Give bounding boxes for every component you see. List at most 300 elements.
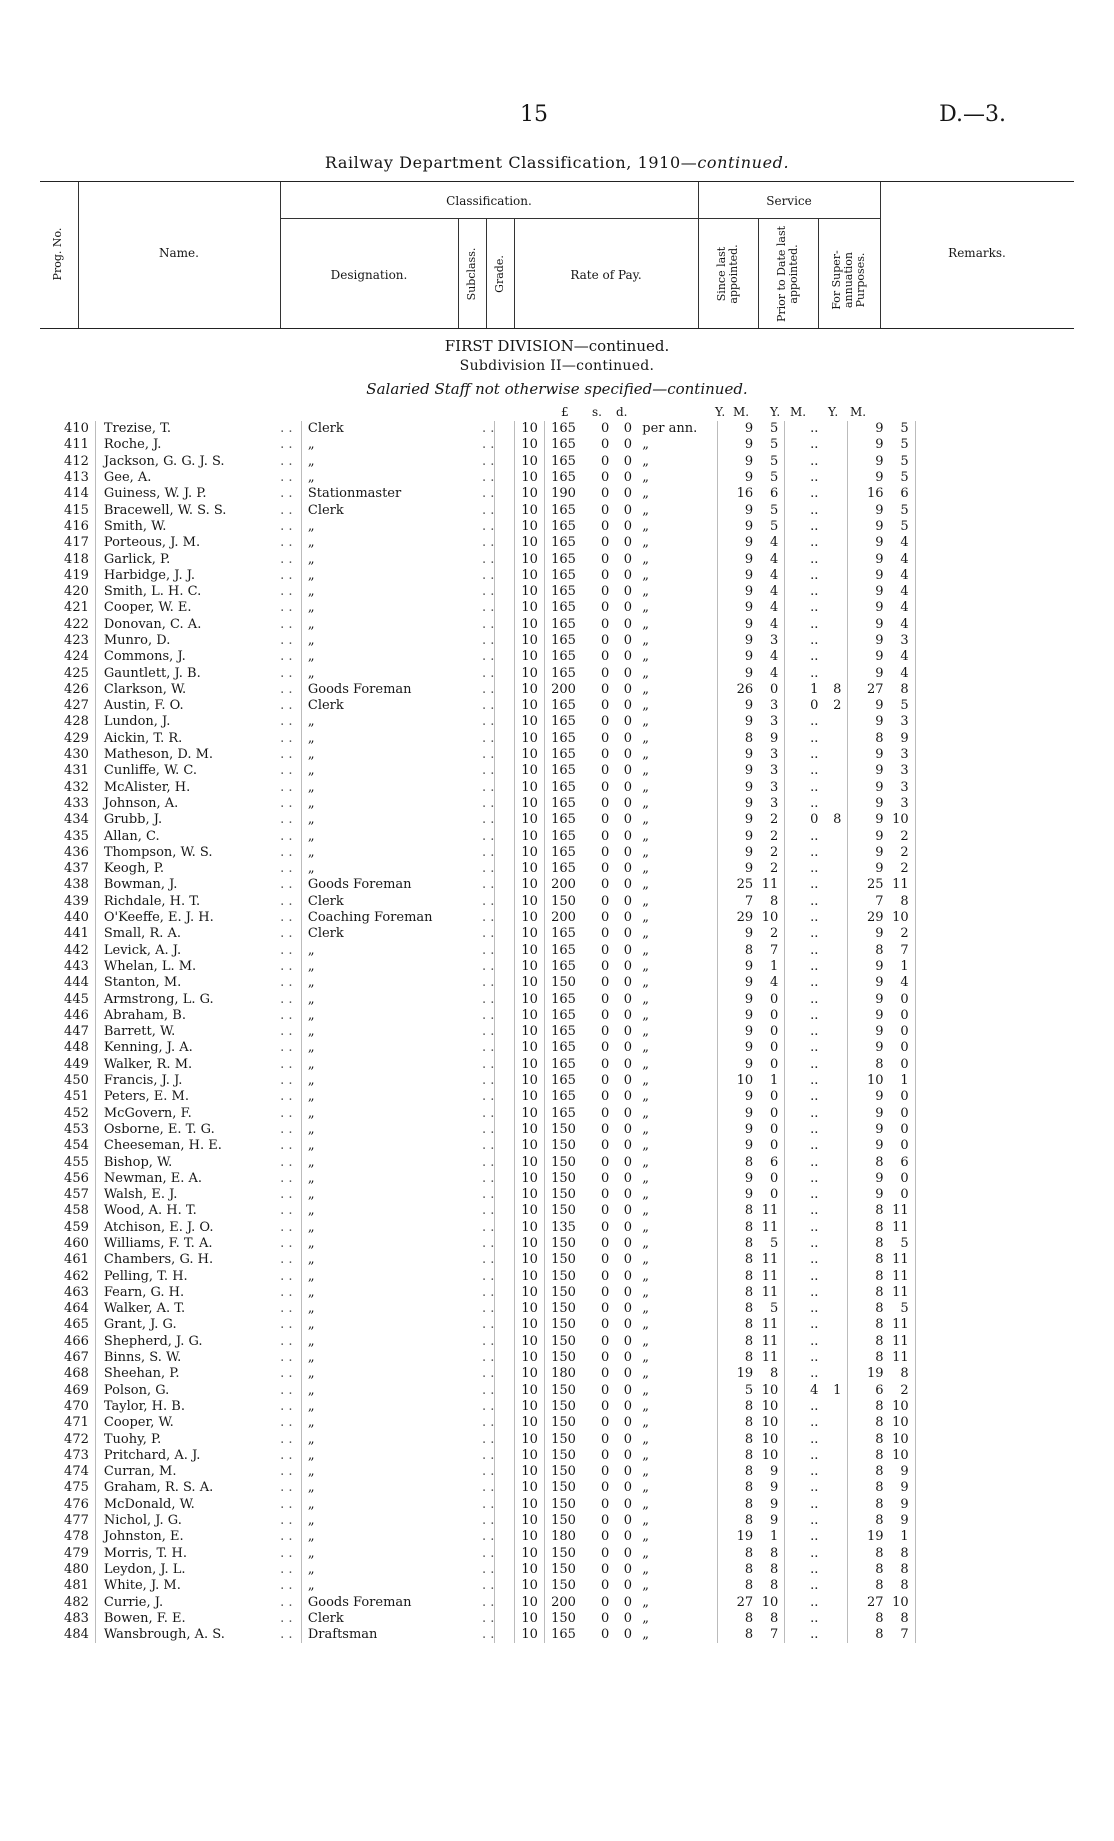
- name-cell: Taylor, H. B.: [95, 1399, 280, 1415]
- prior-years-cell: ..: [785, 1399, 819, 1415]
- pounds-cell: 150: [545, 1611, 593, 1627]
- table-row: [40, 1464, 1040, 1480]
- subclass-cell: [495, 828, 515, 844]
- grade-cell: 10: [515, 1203, 545, 1219]
- leader-dots: . .: [280, 763, 293, 779]
- grade-cell: 10: [515, 1073, 545, 1089]
- remarks-cell: [915, 731, 1040, 747]
- super-years-cell: 8: [848, 1268, 884, 1284]
- prog-no-cell: 415: [64, 502, 89, 518]
- table-row: [40, 910, 1040, 926]
- subclass-cell: [495, 437, 515, 453]
- prog-no-cell: 439: [64, 893, 89, 909]
- period-cell: „: [642, 1138, 650, 1154]
- name-cell: Wansbrough, A. S.: [95, 1627, 280, 1643]
- super-years-cell: 9: [848, 421, 884, 437]
- since-years-cell: 27: [717, 1594, 753, 1610]
- since-months-cell: 8: [769, 1545, 779, 1561]
- leader-dots: . .: [482, 926, 495, 942]
- super-months-cell: 2: [900, 861, 909, 877]
- period-cell: „: [642, 649, 650, 665]
- prior-months-cell: [818, 421, 848, 437]
- since-months-cell: 0: [769, 1170, 779, 1186]
- name-cell: Morris, T. H.: [95, 1545, 280, 1561]
- leader-dots: . .: [280, 893, 293, 909]
- leader-dots: . .: [280, 1496, 293, 1512]
- remarks-cell: [915, 1366, 1040, 1382]
- super-months-cell: 8: [900, 681, 909, 697]
- leader-dots: . .: [482, 1170, 495, 1186]
- super-months-cell: 9: [900, 730, 909, 746]
- table-row: [40, 1415, 1040, 1431]
- remarks-cell: [915, 1024, 1040, 1040]
- grade-cell: 10: [515, 1383, 545, 1399]
- table-row: [40, 1399, 1040, 1415]
- leader-dots: . .: [482, 1154, 495, 1170]
- since-months-cell: 10: [761, 1594, 779, 1610]
- since-months-cell: 9: [769, 1480, 779, 1496]
- prog-no-cell: 446: [64, 1007, 89, 1023]
- designation-cell: „: [301, 731, 458, 747]
- remarks-cell: [915, 1611, 1040, 1627]
- prior-years-cell: ..: [785, 1285, 819, 1301]
- prog-no-cell: 478: [64, 1529, 89, 1545]
- since-years-cell: 9: [717, 502, 753, 518]
- table-row: [40, 1529, 1040, 1545]
- period-cell: „: [642, 486, 650, 502]
- remarks-cell: [915, 1040, 1040, 1056]
- subclass-cell: [495, 1480, 515, 1496]
- super-months-cell: 3: [900, 795, 909, 811]
- leader-dots: . .: [482, 1187, 495, 1203]
- leader-dots: . .: [280, 698, 293, 714]
- super-years-cell: 9: [848, 959, 884, 975]
- designation-cell: Clerk: [301, 926, 458, 942]
- subclass-cell: [495, 698, 515, 714]
- grade-cell: 10: [515, 1105, 545, 1121]
- designation-cell: „: [301, 1578, 458, 1594]
- pounds-cell: 165: [545, 649, 593, 665]
- staff-heading: Salaried Staff not otherwise specified—continued.: [366, 380, 748, 398]
- since-months-cell: 1: [769, 1073, 779, 1089]
- prior-months-cell: [818, 845, 848, 861]
- period-cell: „: [642, 1007, 650, 1023]
- table-row: [40, 1057, 1040, 1073]
- prog-no-cell: 473: [64, 1447, 89, 1463]
- table-row: [40, 780, 1040, 796]
- pence-cell: 0: [623, 844, 633, 860]
- name-cell: Lundon, J.: [95, 714, 280, 730]
- leader-dots: . .: [482, 1415, 495, 1431]
- since-years-cell: 9: [717, 975, 753, 991]
- shillings-cell: 0: [601, 730, 610, 746]
- remarks-cell: [915, 1627, 1040, 1643]
- prior-months-cell: [818, 1448, 848, 1464]
- pence-cell: 0: [623, 877, 633, 893]
- leader-dots: . .: [482, 1382, 495, 1398]
- leader-dots: . .: [280, 812, 293, 828]
- since-months-cell: 2: [769, 828, 779, 844]
- since-months-cell: 10: [761, 1382, 779, 1398]
- table-row: [40, 1122, 1040, 1138]
- prior-years-cell: ..: [785, 796, 819, 812]
- shillings-cell: 0: [601, 1398, 610, 1414]
- table-header: [40, 181, 1074, 329]
- super-years-cell: 9: [848, 1040, 884, 1056]
- period-cell: „: [642, 1464, 650, 1480]
- since-years-cell: 8: [717, 1317, 753, 1333]
- leader-dots: . .: [482, 698, 495, 714]
- remarks-cell: [915, 1138, 1040, 1154]
- grade-cell: 10: [515, 617, 545, 633]
- super-months-cell: 1: [900, 958, 909, 974]
- super-years-cell: 9: [848, 584, 884, 600]
- super-years-cell: 9: [848, 714, 884, 730]
- period-cell: „: [642, 779, 650, 795]
- since-months-cell: 2: [769, 861, 779, 877]
- pounds-cell: 165: [545, 519, 593, 535]
- header-for-super: For Super-annuation Purposes.: [830, 250, 867, 310]
- pounds-cell: 150: [545, 1203, 593, 1219]
- name-cell: Cheeseman, H. E.: [95, 1138, 280, 1154]
- designation-cell: Stationmaster: [301, 486, 458, 502]
- prog-no-cell: 480: [64, 1561, 89, 1577]
- prior-years-cell: ..: [785, 1562, 819, 1578]
- leader-dots: . .: [280, 1431, 293, 1447]
- name-cell: Clarkson, W.: [95, 682, 280, 698]
- designation-cell: „: [301, 535, 458, 551]
- leader-dots: . .: [482, 1366, 495, 1382]
- prior-years-cell: ..: [785, 1497, 819, 1513]
- designation-cell: Clerk: [301, 502, 458, 518]
- prior-years-cell: ..: [785, 926, 819, 942]
- super-months-cell: 2: [900, 1382, 909, 1398]
- subclass-cell: [495, 1089, 515, 1105]
- prior-years-cell: ..: [785, 437, 819, 453]
- period-cell: „: [642, 1398, 650, 1414]
- prior-months-cell: [818, 877, 848, 893]
- prior-months-cell: [818, 551, 848, 567]
- subclass-cell: [495, 1497, 515, 1513]
- super-months-cell: 10: [892, 1431, 909, 1447]
- super-months-cell: 3: [900, 747, 909, 763]
- prior-months-cell: [818, 1464, 848, 1480]
- super-years-cell: 8: [848, 1611, 884, 1627]
- since-months-cell: 10: [761, 1415, 779, 1431]
- leader-dots: . .: [280, 1627, 293, 1643]
- pence-cell: 0: [623, 1268, 633, 1284]
- since-months-cell: 9: [769, 1496, 779, 1512]
- prior-months-cell: [818, 1073, 848, 1089]
- leader-dots: . .: [482, 437, 495, 453]
- subclass-cell: [495, 1594, 515, 1610]
- period-cell: „: [642, 910, 650, 926]
- leader-dots: . .: [482, 1610, 495, 1626]
- period-cell: „: [642, 730, 650, 746]
- table-row: [40, 454, 1040, 470]
- pence-cell: 0: [623, 567, 633, 583]
- prior-years-cell: ..: [785, 1317, 819, 1333]
- leader-dots: . .: [482, 975, 495, 991]
- remarks-cell: [915, 568, 1040, 584]
- prior-years-cell: 1: [785, 682, 819, 698]
- remarks-cell: [915, 454, 1040, 470]
- grade-cell: 10: [515, 1627, 545, 1643]
- name-cell: Cooper, W.: [95, 1415, 280, 1431]
- subclass-cell: [495, 633, 515, 649]
- period-cell: „: [642, 1545, 650, 1561]
- super-years-cell: 8: [848, 943, 884, 959]
- pence-cell: 0: [623, 470, 633, 486]
- super-years-cell: 8: [848, 1431, 884, 1447]
- table-row: [40, 568, 1040, 584]
- super-months-cell: 11: [892, 1333, 909, 1349]
- grade-cell: 10: [515, 731, 545, 747]
- subclass-cell: [495, 600, 515, 616]
- remarks-cell: [915, 1089, 1040, 1105]
- prog-no-cell: 440: [64, 910, 89, 926]
- pence-cell: 0: [623, 1089, 633, 1105]
- prog-no-cell: 453: [64, 1121, 89, 1137]
- subclass-cell: [495, 1562, 515, 1578]
- pence-cell: 0: [623, 747, 633, 763]
- shillings-cell: 0: [601, 1024, 610, 1040]
- table-row: [40, 861, 1040, 877]
- grade-cell: 10: [515, 1268, 545, 1284]
- name-cell: Osborne, E. T. G.: [95, 1122, 280, 1138]
- pounds-cell: 150: [545, 1497, 593, 1513]
- super-months-cell: 8: [900, 893, 909, 909]
- grade-cell: 10: [515, 649, 545, 665]
- prior-years-cell: ..: [785, 991, 819, 1007]
- super-years-cell: 9: [848, 502, 884, 518]
- since-months-cell: 11: [761, 1268, 779, 1284]
- pounds-cell: 165: [545, 470, 593, 486]
- prog-no-cell: 434: [64, 812, 89, 828]
- grade-cell: 10: [515, 1008, 545, 1024]
- since-months-cell: 3: [769, 763, 779, 779]
- table-row: [40, 1105, 1040, 1121]
- shillings-cell: 0: [601, 942, 610, 958]
- pounds-cell: 165: [545, 943, 593, 959]
- super-years-cell: 9: [848, 1187, 884, 1203]
- super-years-cell: 9: [848, 535, 884, 551]
- shillings-cell: 0: [601, 1496, 610, 1512]
- prior-months-cell: [818, 1040, 848, 1056]
- prog-no-cell: 430: [64, 747, 89, 763]
- pence-cell: 0: [623, 1382, 633, 1398]
- since-years-cell: 26: [717, 682, 753, 698]
- subclass-cell: [495, 1220, 515, 1236]
- designation-cell: „: [301, 991, 458, 1007]
- remarks-cell: [915, 1529, 1040, 1545]
- super-years-cell: 9: [848, 1089, 884, 1105]
- table-row: [40, 665, 1040, 681]
- prog-no-cell: 481: [64, 1578, 89, 1594]
- leader-dots: . .: [280, 1235, 293, 1251]
- period-cell: „: [642, 1594, 650, 1610]
- leader-dots: . .: [482, 1398, 495, 1414]
- super-years-cell: 8: [848, 1415, 884, 1431]
- remarks-cell: [915, 470, 1040, 486]
- prog-no-cell: 462: [64, 1268, 89, 1284]
- designation-cell: „: [301, 600, 458, 616]
- remarks-cell: [915, 894, 1040, 910]
- pence-cell: 0: [623, 893, 633, 909]
- super-months-cell: 8: [900, 1545, 909, 1561]
- pounds-cell: 190: [545, 486, 593, 502]
- subclass-cell: [495, 959, 515, 975]
- super-years-cell: 9: [848, 437, 884, 453]
- since-years-cell: 9: [717, 1008, 753, 1024]
- name-cell: Smith, W.: [95, 519, 280, 535]
- name-cell: White, J. M.: [95, 1578, 280, 1594]
- subclass-cell: [495, 1040, 515, 1056]
- leader-dots: . .: [482, 1594, 495, 1610]
- super-months-cell: 11: [892, 1219, 909, 1235]
- since-years-cell: 9: [717, 584, 753, 600]
- prog-no-cell: 416: [64, 518, 89, 534]
- shillings-cell: 0: [601, 1333, 610, 1349]
- table-row: [40, 421, 1040, 437]
- leader-dots: . .: [482, 795, 495, 811]
- shillings-cell: 0: [601, 633, 610, 648]
- since-months-cell: 4: [769, 665, 779, 681]
- super-months-cell: 5: [900, 453, 909, 469]
- subclass-cell: [495, 731, 515, 747]
- leader-dots: . .: [482, 1073, 495, 1089]
- designation-cell: „: [301, 796, 458, 812]
- prog-no-cell: 476: [64, 1496, 89, 1512]
- remarks-cell: [915, 763, 1040, 779]
- pounds-cell: 150: [545, 1464, 593, 1480]
- grade-cell: 10: [515, 877, 545, 893]
- subclass-cell: [495, 1252, 515, 1268]
- pounds-cell: 165: [545, 991, 593, 1007]
- shillings-cell: 0: [601, 1187, 610, 1203]
- super-months-cell: 3: [900, 714, 909, 730]
- prior-years-cell: ..: [785, 665, 819, 681]
- remarks-cell: [915, 861, 1040, 877]
- pounds-cell: 150: [545, 1431, 593, 1447]
- designation-cell: „: [301, 714, 458, 730]
- pence-cell: 0: [623, 1121, 633, 1137]
- prog-no-cell: 447: [64, 1024, 89, 1040]
- super-years-cell: 16: [848, 486, 884, 502]
- shillings-cell: 0: [601, 1089, 610, 1105]
- remarks-cell: [915, 1057, 1040, 1073]
- pence-cell: 0: [623, 1545, 633, 1561]
- super-months-cell: 0: [900, 1040, 909, 1056]
- shillings-cell: 0: [601, 828, 610, 844]
- remarks-cell: [915, 1220, 1040, 1236]
- shillings-cell: 0: [601, 1268, 610, 1284]
- since-months-cell: 5: [769, 502, 779, 518]
- remarks-cell: [915, 1513, 1040, 1529]
- grade-cell: 10: [515, 535, 545, 551]
- since-months-cell: 11: [761, 1333, 779, 1349]
- prior-months-cell: [818, 600, 848, 616]
- period-cell: „: [642, 828, 650, 844]
- since-months-cell: 11: [761, 1350, 779, 1366]
- remarks-cell: [915, 665, 1040, 681]
- grade-cell: 10: [515, 959, 545, 975]
- name-cell: Thompson, W. S.: [95, 845, 280, 861]
- pounds-cell: 165: [545, 1057, 593, 1073]
- prog-no-cell: 438: [64, 877, 89, 893]
- grade-cell: 10: [515, 1464, 545, 1480]
- designation-cell: „: [301, 1448, 458, 1464]
- super-years-cell: 9: [848, 1008, 884, 1024]
- name-cell: Cooper, W. E.: [95, 600, 280, 616]
- shillings-cell: 0: [601, 1219, 610, 1235]
- pence-cell: 0: [623, 1219, 633, 1235]
- super-years-cell: 6: [848, 1383, 884, 1399]
- subclass-cell: [495, 780, 515, 796]
- name-cell: Wood, A. H. T.: [95, 1203, 280, 1219]
- designation-cell: „: [301, 649, 458, 665]
- period-cell: „: [642, 958, 650, 974]
- prior-months-cell: [818, 1252, 848, 1268]
- name-cell: Pelling, T. H.: [95, 1268, 280, 1284]
- shillings-cell: 0: [601, 616, 610, 632]
- subclass-cell: [495, 1513, 515, 1529]
- designation-cell: „: [301, 519, 458, 535]
- name-cell: Aickin, T. R.: [95, 731, 280, 747]
- since-years-cell: 9: [717, 861, 753, 877]
- remarks-cell: [915, 926, 1040, 942]
- prog-no-cell: 410: [64, 421, 89, 437]
- subclass-cell: [495, 502, 515, 518]
- subclass-cell: [495, 470, 515, 486]
- since-months-cell: 0: [769, 681, 779, 697]
- leader-dots: . .: [280, 942, 293, 958]
- remarks-cell: [915, 1350, 1040, 1366]
- pence-cell: 0: [623, 1073, 633, 1089]
- leader-dots: . .: [280, 991, 293, 1007]
- since-months-cell: 2: [769, 926, 779, 942]
- since-years-cell: 9: [717, 1138, 753, 1154]
- remarks-cell: [915, 828, 1040, 844]
- name-cell: Trezise, T.: [95, 421, 280, 437]
- name-cell: Harbidge, J. J.: [95, 568, 280, 584]
- pounds-cell: 150: [545, 1480, 593, 1496]
- name-cell: Smith, L. H. C.: [95, 584, 280, 600]
- pence-cell: 0: [623, 812, 633, 828]
- period-cell: „: [642, 1431, 650, 1447]
- prior-years-cell: 4: [785, 1383, 819, 1399]
- prior-months-cell: [818, 926, 848, 942]
- subclass-cell: [495, 747, 515, 763]
- super-years-cell: 8: [848, 1203, 884, 1219]
- since-years-cell: 9: [717, 1089, 753, 1105]
- prior-years-cell: ..: [785, 1513, 819, 1529]
- shillings-cell: 0: [601, 567, 610, 583]
- leader-dots: . .: [280, 1578, 293, 1594]
- prog-no-cell: 463: [64, 1284, 89, 1300]
- pounds-cell: 165: [545, 600, 593, 616]
- prior-years-cell: ..: [785, 502, 819, 518]
- since-years-cell: 8: [717, 1334, 753, 1350]
- shillings-cell: 0: [601, 844, 610, 860]
- super-years-cell: 27: [848, 1594, 884, 1610]
- table-row: [40, 1317, 1040, 1333]
- pounds-cell: 165: [545, 1089, 593, 1105]
- prior-years-cell: ..: [785, 1171, 819, 1187]
- period-cell: „: [642, 1219, 650, 1235]
- designation-cell: Goods Foreman: [301, 682, 458, 698]
- prior-months-cell: [818, 437, 848, 453]
